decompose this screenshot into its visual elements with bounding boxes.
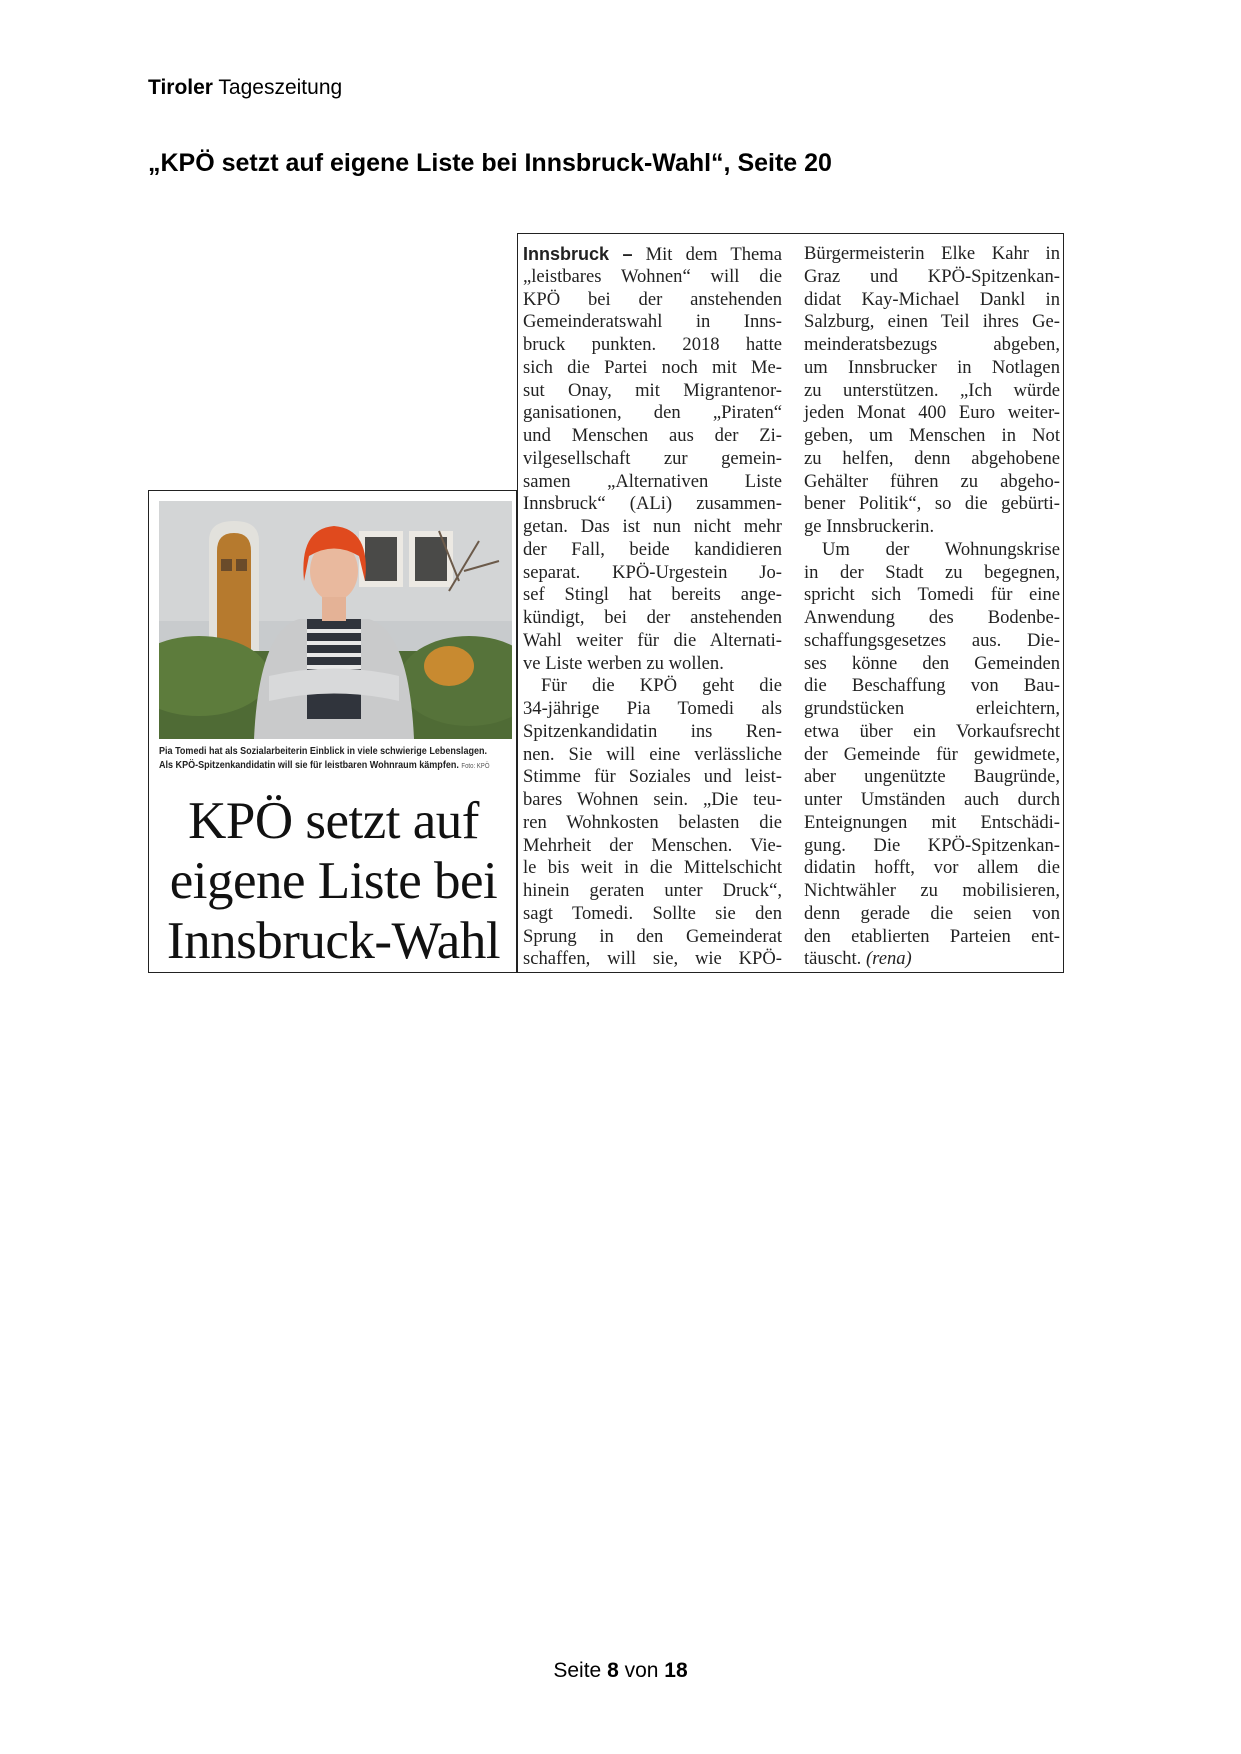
article-line-text: Spitzenkandidatin ins Ren- — [523, 720, 782, 742]
article-line — [523, 607, 782, 630]
article-line — [804, 766, 1060, 789]
document-title: „KPÖ setzt auf eigene Liste bei Innsbruck-Wahl“, Seite 20 — [148, 149, 832, 177]
headline-line: eigene Liste bei — [169, 852, 498, 910]
article-line — [523, 471, 782, 494]
article-line — [523, 493, 782, 516]
article-line-text: Salzburg, einen Teil ihres Ge- — [804, 311, 1060, 333]
article-line-text: schaffungsgesetzes aus. Die- — [804, 629, 1060, 651]
article-line-text: ganisationen, den „Piraten“ — [523, 402, 782, 424]
article-line — [523, 289, 782, 312]
article-line — [523, 857, 782, 880]
article-line — [804, 380, 1060, 403]
current-page: 8 — [607, 1659, 619, 1682]
publication-name-bold: Tiroler — [148, 76, 213, 99]
article-line-text: hinein geraten unter Druck“, — [523, 880, 782, 901]
article-line — [523, 630, 782, 653]
article-line — [804, 607, 1060, 630]
article-line-text: jeden Monat 400 Euro weiter- — [804, 402, 1060, 424]
article-line-text: der Gemeinde für gewidmete, — [804, 743, 1060, 765]
article-line — [523, 744, 782, 767]
article-line — [804, 903, 1060, 926]
article-line-text: 34-jährige Pia Tomedi als — [523, 698, 782, 719]
headline-line: KPÖ setzt auf — [188, 792, 479, 850]
total-pages: 18 — [664, 1659, 688, 1682]
publication-name — [148, 76, 342, 100]
article-line — [523, 334, 782, 357]
caption-line: Pia Tomedi hat als Sozialarbeiterin Einblick in viele schwierige Lebenslagen. — [159, 745, 488, 757]
article-line-text: den etablierten Parteien ent- — [804, 925, 1060, 947]
article-line — [523, 653, 782, 676]
article-line — [523, 880, 782, 903]
article-line-text: die Beschaffung von Bau- — [804, 675, 1060, 697]
article-line-text: und Menschen aus der Zi- — [523, 425, 782, 446]
article-line — [523, 448, 782, 471]
article-line-text: Für die KPÖ geht die — [541, 675, 782, 697]
portrait-image — [159, 501, 512, 739]
article-line-text: kündigt, bei der anstehenden — [523, 607, 782, 628]
article-line-text: Um der Wohnungskrise — [822, 538, 1060, 560]
article-line — [804, 402, 1060, 425]
article-line — [523, 675, 782, 698]
article-line — [804, 493, 1060, 516]
photo-headline-box — [148, 490, 517, 973]
article-line — [804, 471, 1060, 494]
article-line — [804, 630, 1060, 653]
article-line — [523, 835, 782, 858]
article-line — [804, 516, 1060, 539]
article-line-text: sagt Tomedi. Sollte sie den — [523, 902, 782, 924]
article-line-text: bares Wohnen sein. „Die teu- — [523, 789, 782, 810]
article-line-text: Mit dem Thema — [632, 244, 782, 265]
footer-middle: von — [618, 1659, 665, 1682]
article-line-text: gung. Die KPÖ-Spitzenkan- — [804, 834, 1060, 856]
article-line-text: Gehälter führen zu abgeho- — [804, 470, 1060, 492]
article-line — [523, 425, 782, 448]
article-body — [517, 233, 1064, 973]
page-footer — [0, 1659, 1241, 1683]
article-line-text: vilgesellschaft zur gemein- — [523, 447, 782, 469]
article-line — [804, 789, 1060, 812]
article-line-text: täuscht. — [804, 948, 866, 970]
article-line-text: Sprung in den Gemeinderat — [523, 925, 782, 947]
article-line-text: sut Onay, mit Migrantenor- — [523, 379, 782, 401]
article-line-text: sich die Partei noch mit Me- — [523, 356, 782, 378]
article-line-text: Bürgermeisterin Elke Kahr in — [804, 243, 1060, 264]
article-line — [804, 357, 1060, 380]
article-line-text: bener Politik“, so die gebürti- — [804, 493, 1060, 515]
article-line — [523, 789, 782, 812]
article-line — [523, 721, 782, 744]
article-line-text: samen „Alternativen Liste — [523, 470, 782, 492]
article-line — [804, 812, 1060, 835]
article-line — [804, 584, 1060, 607]
dateline: Innsbruck – — [523, 244, 633, 264]
article-line-text: geben, um Menschen in Not — [804, 425, 1060, 446]
article-line — [523, 926, 782, 949]
article-line — [523, 584, 782, 607]
article-line — [804, 857, 1060, 880]
article-line-text: um Innsbrucker in Notlagen — [804, 356, 1060, 378]
article-line — [523, 380, 782, 403]
article-line — [523, 266, 782, 289]
article-line — [523, 243, 782, 266]
article-line — [804, 880, 1060, 903]
article-line-text: didatin hofft, vor allem die — [804, 857, 1060, 879]
article-line — [804, 289, 1060, 312]
footer-prefix: Seite — [553, 1659, 608, 1682]
article-line-text: denn gerade die seien von — [804, 902, 1060, 924]
article-line-text: didat Kay-Michael Dankl in — [804, 288, 1060, 310]
article-line — [523, 402, 782, 425]
article-line — [804, 835, 1060, 858]
publication-name-rest: Tageszeitung — [212, 76, 343, 99]
article-line — [804, 266, 1060, 289]
article-line — [523, 562, 782, 585]
article-line — [804, 425, 1060, 448]
headline-line: Innsbruck-Wahl — [166, 912, 501, 970]
article-line-text: Enteignungen mit Entschädi- — [804, 811, 1060, 833]
article-line — [804, 539, 1060, 562]
article-line-text: grundstücken erleichtern, — [804, 698, 1060, 719]
article-line — [804, 334, 1060, 357]
article-line — [804, 675, 1060, 698]
article-line — [804, 698, 1060, 721]
article-line — [523, 903, 782, 926]
caption-line-text: Als KPÖ-Spitzenkandidatin will sie für leistbaren Wohnraum kämpfen. — [159, 759, 459, 771]
article-line-text: Innsbruck“ (ALi) zusammen- — [523, 493, 782, 515]
caption-line-2 — [159, 758, 490, 774]
article-line — [804, 311, 1060, 334]
article-line-text: Mehrheit der Menschen. Vie- — [523, 834, 782, 856]
article-line-text: ren Wohnkosten belasten die — [523, 811, 782, 833]
article-line-text: schaffen, will sie, wie KPÖ- — [523, 948, 782, 970]
article-line-text: getan. Das ist nun nicht mehr — [523, 516, 782, 537]
article-line-text: etwa über ein Vorkaufsrecht — [804, 720, 1060, 742]
article-line-text: ge Innsbruckerin. — [804, 516, 935, 537]
article-line-text: in der Stadt zu begegnen, — [804, 561, 1060, 583]
article-line — [523, 357, 782, 380]
article-line — [804, 243, 1060, 266]
author-signature: (rena) — [865, 948, 912, 970]
photo-caption — [159, 744, 512, 774]
photo-credit: Foto: KPÖ — [461, 763, 490, 770]
article-line-text: Wahl weiter für die Alternati- — [523, 629, 782, 651]
article-line — [804, 721, 1060, 744]
article-line — [804, 653, 1060, 676]
article-line-text: sef Stingl hat bereits ange- — [523, 584, 782, 606]
article-line-text: der Fall, beide kandidieren — [523, 538, 782, 560]
article-line-text: Stimme für Soziales und leist- — [523, 766, 782, 788]
article-line-text: meinderatsbezugs abgeben, — [804, 334, 1060, 355]
article-line-text: zu unterstützen. „Ich würde — [804, 379, 1060, 401]
article-line — [804, 926, 1060, 949]
article-line-text: KPÖ bei der anstehenden — [523, 288, 782, 310]
article-line — [523, 516, 782, 539]
article-line — [804, 948, 1060, 971]
article-line — [804, 744, 1060, 767]
article-line — [523, 812, 782, 835]
article-line-text: Gemeinderatswahl in Inns- — [523, 311, 782, 333]
article-line — [523, 948, 782, 971]
article-line-text: separat. KPÖ-Urgestein Jo- — [523, 561, 782, 583]
article-line — [804, 448, 1060, 471]
article-line — [804, 562, 1060, 585]
article-line-text: spricht sich Tomedi für eine — [804, 584, 1060, 606]
article-line-text: nen. Sie will eine verlässliche — [523, 743, 782, 765]
article-line — [523, 698, 782, 721]
article-line-text: Graz und KPÖ-Spitzenkan- — [804, 265, 1060, 287]
article-line-text: unter Umständen auch durch — [804, 789, 1060, 810]
article-line-text: Nichtwähler zu mobilisieren, — [804, 880, 1060, 901]
article-line — [523, 766, 782, 789]
article-line-text: ve Liste werben zu wollen. — [523, 652, 724, 674]
article-column-1 — [523, 243, 782, 971]
article-line-text: bruck punkten. 2018 hatte — [523, 334, 782, 355]
article-column-2 — [804, 243, 1060, 971]
article-photo — [159, 501, 512, 739]
article-headline — [149, 791, 518, 971]
article-line-text: aber ungenützte Baugründe, — [804, 766, 1060, 788]
article-line-text: zu helfen, denn abgehobene — [804, 447, 1060, 469]
article-line-text: le bis weit in die Mittelschicht — [523, 857, 782, 879]
article-line — [523, 311, 782, 334]
article-line-text: ses könne den Gemeinden — [804, 652, 1060, 674]
article-line — [523, 539, 782, 562]
article-line-text: Anwendung des Bodenbe- — [804, 607, 1060, 628]
article-line-text: „leistbares Wohnen“ will die — [523, 265, 782, 287]
